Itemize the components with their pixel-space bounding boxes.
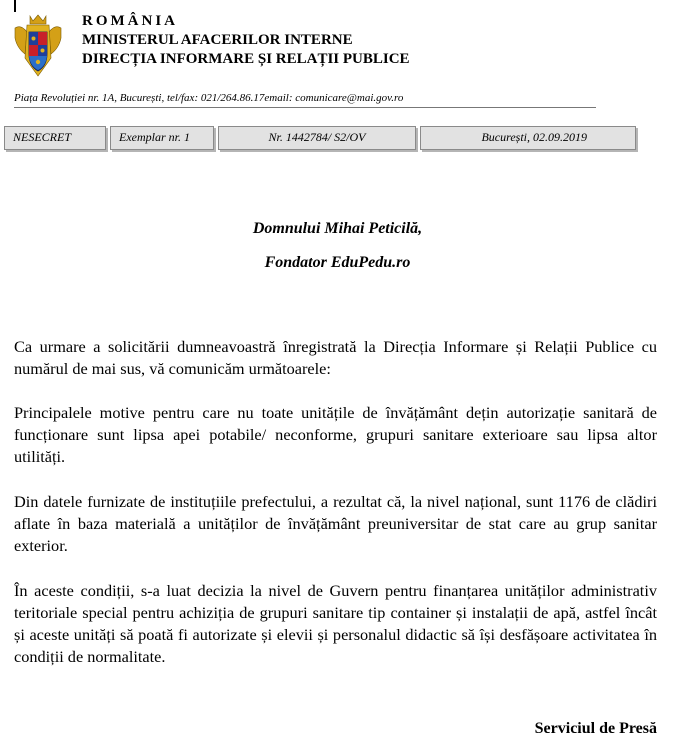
recipient-name: Domnului Mihai Peticilă, — [252, 220, 423, 237]
body-paragraph-2: Principalele motive pentru care nu toate unitățile de învățământ dețin autorizație sanitară de funcționare sunt lipsa apei potabile/ neconforme, grupuri sanitare exterioare sau lipsa altor utilități. — [14, 403, 657, 466]
contact-address: Piața Revoluției nr. 1A, București, tel/fax: 021/264.86.17email: comunicare@mai.gov.ro — [14, 92, 596, 108]
letterhead — [82, 12, 410, 69]
body-paragraph-1: Ca urmare a solicitării dumneavoastră înregistrată la Direcția Informare și Relații Publice cu numărul de mai sus, vă comunicăm următoarele: — [14, 337, 657, 378]
country-name: ROMÂNIA — [82, 13, 178, 29]
classification-field: NESECRET — [4, 126, 106, 150]
ministry-name: MINISTERUL AFACERILOR INTERNE — [82, 32, 353, 48]
place-date-field: București, 02.09.2019 — [420, 126, 636, 150]
recipient-title: Fondator EduPedu.ro — [264, 254, 411, 271]
copy-number-field: Exemplar nr. 1 — [110, 126, 214, 150]
signature: Serviciul de Presă — [534, 720, 657, 737]
reference-row — [4, 126, 640, 154]
body-paragraph-3: Din datele furnizate de instituțiile prefectului, a rezultat că, la nivel național, sunt 1176 de clădiri aflate în baza materială a unităților de învățământ preuniversitar de stat care au grup sanitar exterior. — [14, 492, 657, 555]
romanian-coat-of-arms-icon — [13, 14, 63, 82]
registration-number-field: Nr. 1442784/ S2/OV — [218, 126, 416, 150]
text-cursor — [14, 0, 16, 12]
directorate-name: DIRECȚIA INFORMARE ȘI RELAȚII PUBLICE — [82, 51, 410, 67]
body-paragraph-4: În aceste condiții, s-a luat decizia la nivel de Guvern pentru finanțarea unităților administrativ teritoriale special pentru achiziția de grupuri sanitare tip container și instalații de apă, astfel încât și aceste unități să poată fi autorizate și elevii și personalul didactic să își desfășoare activitatea în condiții de normalitate. — [14, 581, 657, 666]
